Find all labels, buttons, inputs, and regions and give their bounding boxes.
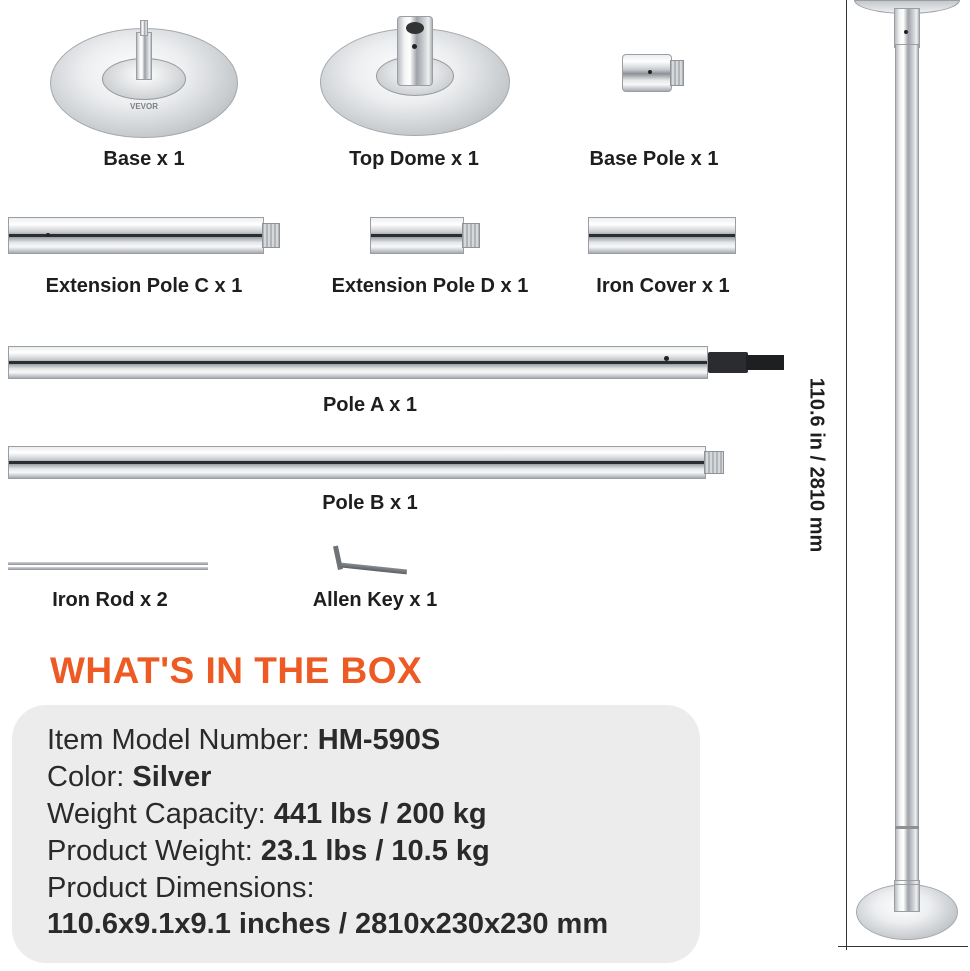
dimension-line bbox=[846, 0, 847, 950]
pole-a-image bbox=[8, 346, 784, 379]
spec-color bbox=[47, 761, 211, 794]
spec-model bbox=[47, 724, 440, 757]
extension-pole-d-image bbox=[370, 217, 480, 254]
base-pole-image bbox=[622, 54, 684, 92]
vevor-logo: VEVOR bbox=[129, 102, 158, 111]
height-dimension-label: 110.6 in / 2810 mm bbox=[805, 377, 828, 553]
spec-capacity bbox=[47, 798, 487, 831]
allen-key-label: Allen Key x 1 bbox=[312, 589, 438, 611]
spec-capacity-label: Weight Capacity: bbox=[47, 798, 274, 830]
iron-rod-image bbox=[8, 562, 208, 572]
spec-color-label: Color: bbox=[47, 761, 133, 793]
extension-pole-c-image bbox=[8, 217, 280, 254]
spec-capacity-value: 441 lbs / 200 kg bbox=[273, 798, 487, 830]
spec-weight-value: 23.1 lbs / 10.5 kg bbox=[260, 835, 490, 867]
pole-a-label: Pole A x 1 bbox=[322, 394, 418, 416]
base-pole-label: Base Pole x 1 bbox=[589, 148, 719, 170]
spec-model-label: Item Model Number: bbox=[47, 724, 318, 756]
pole-b-image bbox=[8, 446, 724, 479]
allen-key-image bbox=[336, 546, 410, 574]
pole-b-label: Pole B x 1 bbox=[322, 492, 418, 514]
spec-color-value: Silver bbox=[132, 761, 212, 793]
spec-weight bbox=[47, 835, 490, 868]
iron-cover-image bbox=[588, 217, 736, 254]
iron-rod-label: Iron Rod x 2 bbox=[52, 589, 168, 611]
spec-dimensions-label: Product Dimensions: bbox=[47, 872, 315, 904]
spec-model-value: HM-590S bbox=[317, 724, 441, 756]
top-dome-image bbox=[320, 14, 510, 137]
assembled-pole-image bbox=[850, 0, 968, 950]
extension-pole-d-label: Extension Pole D x 1 bbox=[331, 275, 529, 297]
iron-cover-label: Iron Cover x 1 bbox=[596, 275, 730, 297]
spec-weight-label: Product Weight: bbox=[47, 835, 261, 867]
base-image bbox=[50, 20, 238, 135]
extension-pole-c-label: Extension Pole C x 1 bbox=[45, 275, 243, 297]
top-dome-label: Top Dome x 1 bbox=[349, 148, 479, 170]
spec-dimensions-value: 110.6x9.1x9.1 inches / 2810x230x230 mm bbox=[47, 908, 609, 940]
base-label: Base x 1 bbox=[103, 148, 185, 170]
whats-in-the-box-title: WHAT'S IN THE BOX bbox=[50, 650, 423, 691]
